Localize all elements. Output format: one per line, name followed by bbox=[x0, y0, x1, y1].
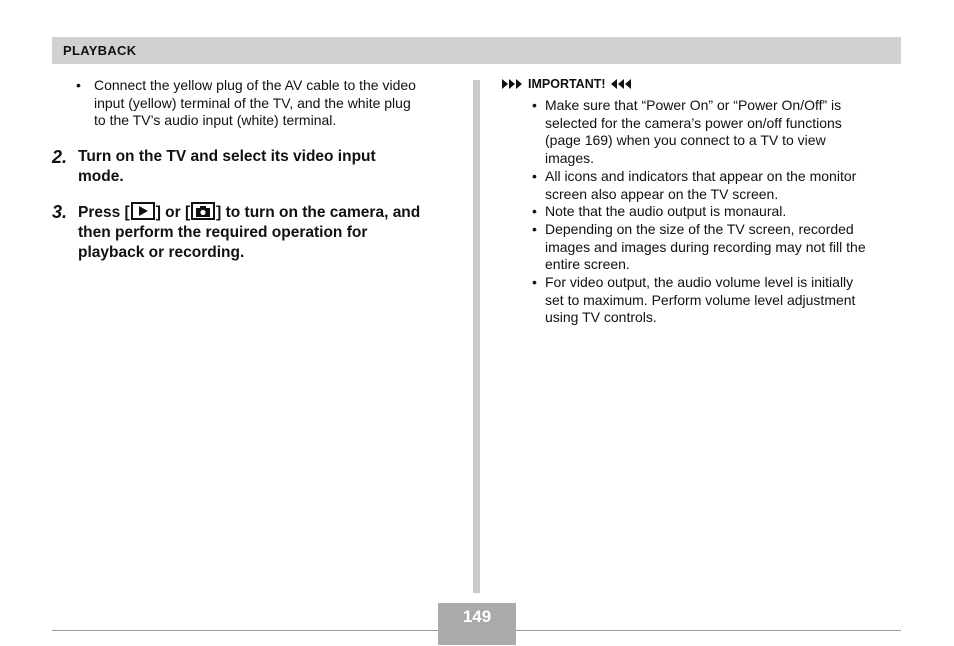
important-item bbox=[532, 203, 894, 221]
item-line: For video output, the audio volume level is initially bbox=[545, 274, 854, 291]
bullet-text bbox=[94, 77, 416, 130]
step-line: playback or recording. bbox=[78, 243, 245, 261]
step-text bbox=[78, 147, 376, 187]
important-item bbox=[532, 168, 894, 203]
step-number: 2. bbox=[52, 146, 68, 167]
bullet-item bbox=[76, 77, 456, 130]
step-line bbox=[78, 202, 420, 223]
play-icon bbox=[131, 202, 155, 220]
page-number-box bbox=[438, 603, 516, 645]
bullet-line: to the TV’s audio input (white) terminal. bbox=[94, 112, 337, 128]
item-line: selected for the camera’s power on/off functions bbox=[545, 114, 842, 131]
item-line: set to maximum. Perform volume level adjustment bbox=[545, 291, 856, 308]
step-text-after: ] to turn on the camera, and bbox=[216, 203, 421, 221]
step-number: 3. bbox=[52, 201, 68, 222]
left-column bbox=[52, 77, 456, 263]
bullet-line: Connect the yellow plug of the AV cable to the video bbox=[94, 77, 416, 93]
item-line: Depending on the size of the TV screen, recorded bbox=[545, 220, 854, 237]
item-line: Make sure that “Power On” or “Power On/Off” is bbox=[545, 97, 842, 113]
bullet-dot: • bbox=[532, 167, 537, 184]
step-text bbox=[78, 202, 420, 263]
camera-icon bbox=[191, 202, 215, 220]
section-title: PLAYBACK bbox=[63, 43, 137, 58]
important-list bbox=[502, 97, 894, 327]
important-item bbox=[532, 274, 894, 327]
page-number-tab bbox=[438, 603, 516, 630]
page-number: 149 bbox=[462, 607, 492, 626]
item-line: using TV controls. bbox=[545, 309, 657, 326]
step-2 bbox=[52, 146, 456, 187]
item-line: (page 169) when you connect to a TV to view bbox=[545, 132, 826, 149]
bullet-line: input (yellow) terminal of the TV, and the white plug bbox=[94, 94, 411, 111]
chevrons-right-icon bbox=[502, 79, 523, 89]
bullet-dot: • bbox=[76, 77, 81, 93]
important-item bbox=[532, 221, 894, 274]
step-line: then perform the required operation for bbox=[78, 223, 368, 241]
bullet-dot: • bbox=[532, 97, 537, 113]
column-divider bbox=[473, 80, 480, 593]
chevrons-left-icon bbox=[611, 79, 632, 89]
item-line: screen also appear on the TV screen. bbox=[545, 185, 779, 202]
step-line: mode. bbox=[78, 167, 124, 185]
item-line: Note that the audio output is monaural. bbox=[545, 203, 787, 220]
item-line: All icons and indicators that appear on the monitor bbox=[545, 167, 857, 184]
section-header bbox=[52, 37, 901, 64]
step-text-or: ] or [ bbox=[155, 203, 191, 221]
right-column bbox=[502, 77, 894, 327]
step-3 bbox=[52, 201, 456, 263]
bullet-dot: • bbox=[532, 274, 537, 291]
item-line: images. bbox=[545, 150, 595, 167]
page-number-base bbox=[438, 630, 516, 645]
important-label: IMPORTANT! bbox=[528, 77, 606, 91]
important-heading bbox=[502, 77, 894, 91]
bullet-dot: • bbox=[532, 203, 537, 220]
important-item bbox=[532, 97, 894, 168]
step-line: Turn on the TV and select its video input bbox=[78, 147, 376, 165]
bullet-dot: • bbox=[532, 220, 537, 237]
step-text-press: Press [ bbox=[78, 203, 130, 221]
item-line: entire screen. bbox=[545, 256, 630, 273]
item-line: images and images during recording may not fill the bbox=[545, 238, 866, 255]
